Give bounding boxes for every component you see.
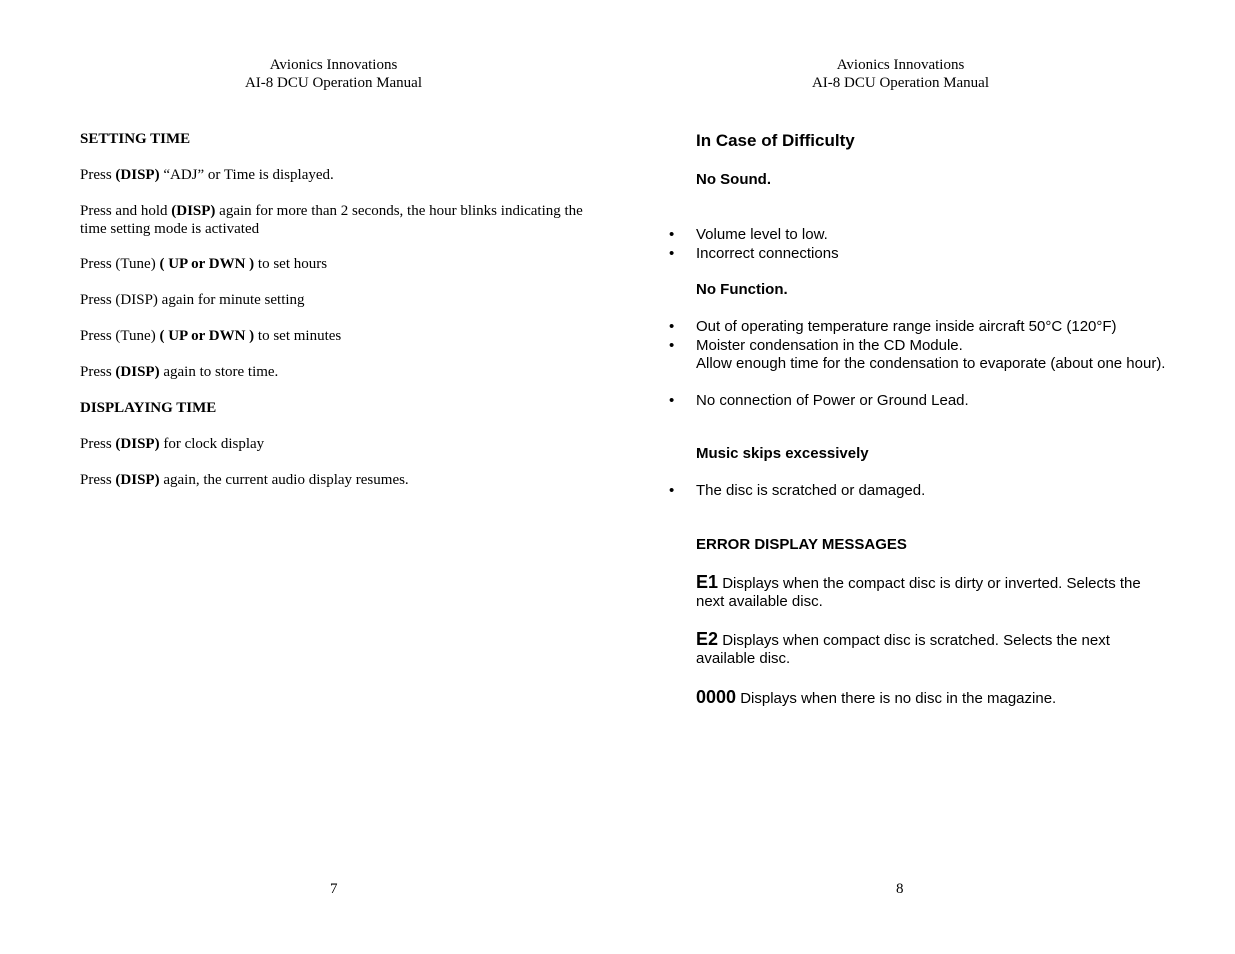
setting-time-heading: SETTING TIME: [80, 131, 191, 147]
header-manual-title: AI-8 DCU Operation Manual: [811, 75, 990, 91]
instruction-paragraph: Press (DISP) again to store time.: [80, 364, 279, 380]
page-header-left: [0, 56, 667, 92]
no-function-heading: No Function.: [696, 281, 788, 298]
instruction-paragraph: Press (Tune) ( UP or DWN ) to set minutes: [80, 328, 342, 344]
displaying-time-heading: DISPLAYING TIME: [80, 400, 217, 416]
instruction-paragraph: Press (DISP) “ADJ” or Time is displayed.: [80, 167, 334, 183]
error-code: E1: [696, 572, 719, 592]
instruction-paragraph: Press (DISP) again for minute setting: [80, 292, 305, 308]
error-message-e2: E2 Displays when compact disc is scratched. Selects the next available disc.: [696, 629, 1110, 667]
error-message-0000: 0000 Displays when there is no disc in the magazine.: [696, 687, 1057, 707]
right-page: Avionics Innovations AI-8 DCU Operation Manual In Case of Difficulty No Sound. • Volume level to low. • Incorrect connections No Function. • Out of operating temperature range inside aircraft 50°C (120°F) • Moister condensation in the CD Module. Allow enough time for the condensation to evaporate (about one hour). • No connection of Power or Ground Lead. Music skips excessively • The disc is scratched or damaged. ERROR DISPLAY MESSAGES E1 Displays when the compact disc is dirty or inverted. Selects the next available disc. E2 Displays when compact disc is scratched. Selects the next available disc. 0000 Displays when there is no disc in the magazine. 8: [617, 0, 1235, 954]
instruction-paragraph: Press (Tune) ( UP or DWN ) to set hours: [80, 256, 328, 272]
bullet-icon: •: [669, 337, 675, 354]
bullet-icon: •: [669, 226, 675, 243]
error-message-e1: E1 Displays when the compact disc is dirty or inverted. Selects the next available disc.: [696, 572, 1141, 610]
error-code: 0000: [696, 687, 737, 707]
left-page: [0, 0, 617, 954]
header-company: Avionics Innovations: [269, 57, 398, 73]
difficulty-title: In Case of Difficulty: [696, 131, 855, 150]
header-manual-title: AI-8 DCU Operation Manual: [244, 75, 423, 91]
page-number-right: 8: [896, 881, 904, 897]
error-messages-heading: ERROR DISPLAY MESSAGES: [696, 536, 907, 553]
no-sound-heading: No Sound.: [696, 171, 771, 188]
bullet-continuation: Allow enough time for the condensation to evaporate (about one hour).: [696, 355, 1166, 372]
page-header-right: [617, 56, 1184, 92]
bullet-icon: •: [669, 392, 675, 409]
bullet-icon: •: [669, 245, 675, 262]
instruction-paragraph: Press and hold (DISP) again for more than 2 seconds, the hour blinks indicating the time setting mode is activated: [80, 203, 583, 237]
bullet-icon: •: [669, 482, 675, 499]
error-code: E2: [696, 629, 719, 649]
page-number-left: 7: [330, 881, 338, 897]
bullet-icon: •: [669, 318, 675, 335]
music-skips-heading: Music skips excessively: [696, 445, 869, 462]
instruction-paragraph: Press (DISP) again, the current audio display resumes.: [80, 472, 409, 488]
header-company: Avionics Innovations: [836, 57, 965, 73]
instruction-paragraph: Press (DISP) for clock display: [80, 436, 265, 452]
